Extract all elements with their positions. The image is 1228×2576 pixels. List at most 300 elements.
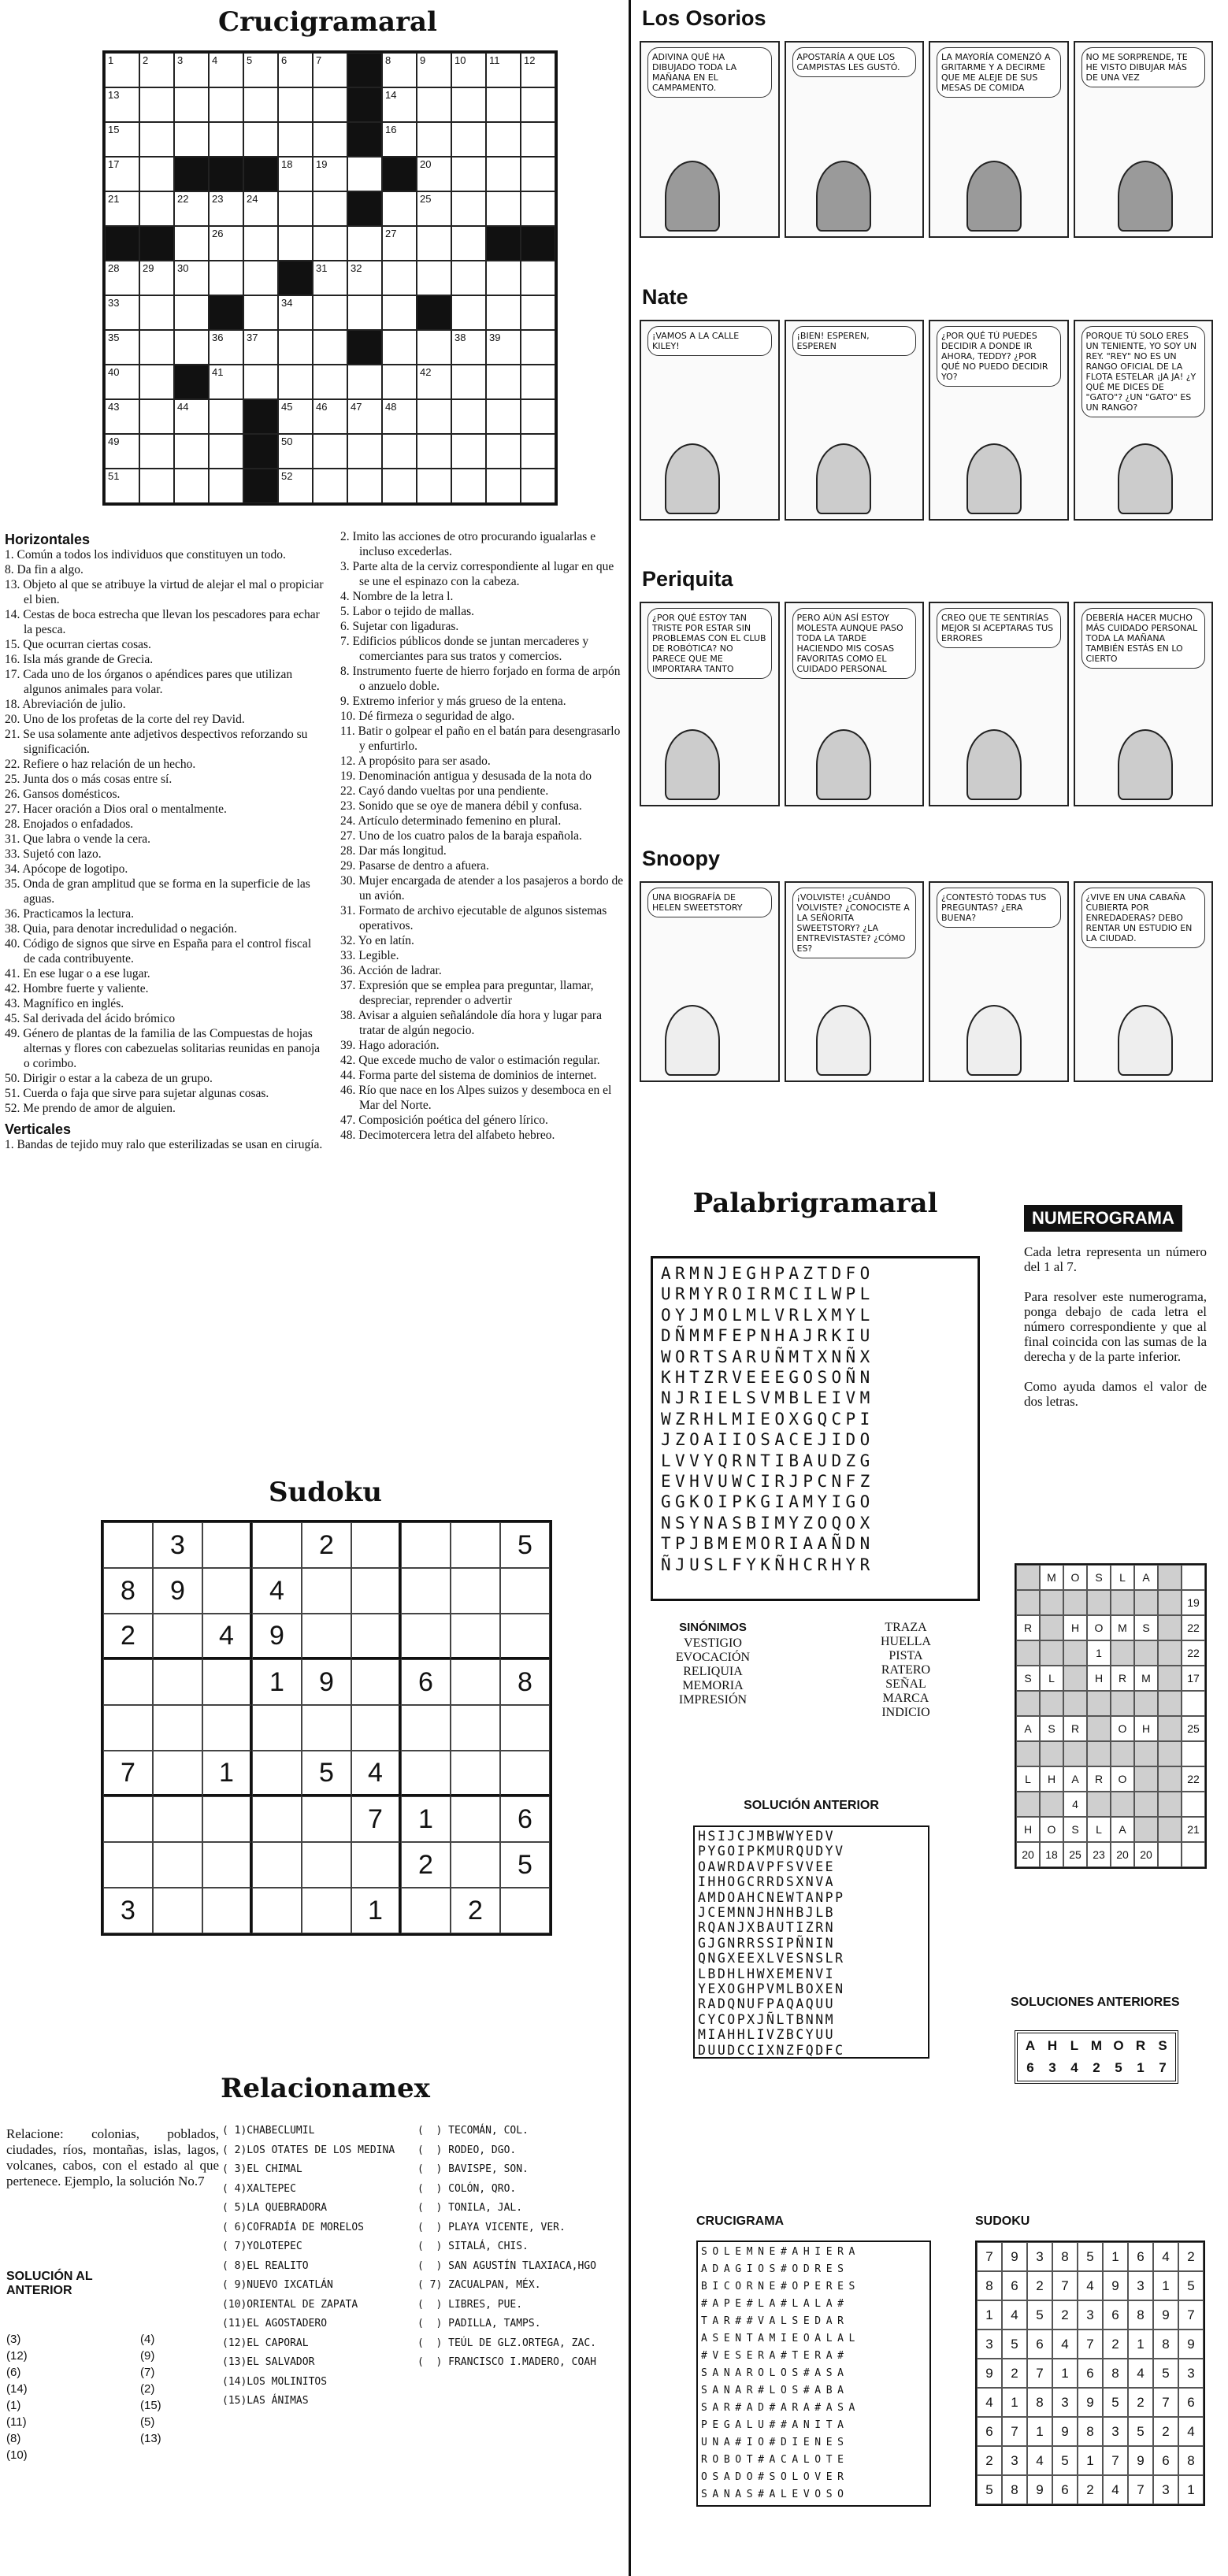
numerograma-cell[interactable]: H bbox=[1134, 1716, 1158, 1741]
crossword-cell[interactable] bbox=[382, 53, 417, 87]
numerograma-cell[interactable]: M bbox=[1111, 1615, 1134, 1640]
numerograma-cell[interactable]: O bbox=[1040, 1817, 1063, 1842]
sudoku-cell[interactable]: 2 bbox=[451, 1888, 500, 1933]
crossword-cell[interactable] bbox=[451, 191, 486, 226]
crossword-cell[interactable] bbox=[174, 261, 209, 295]
sudoku-cell[interactable] bbox=[500, 1888, 550, 1933]
crossword-cell[interactable] bbox=[382, 122, 417, 157]
sudoku-grid[interactable] bbox=[101, 1520, 552, 1936]
sudoku-cell[interactable] bbox=[401, 1705, 451, 1751]
sudoku-cell[interactable] bbox=[103, 1705, 153, 1751]
crossword-cell[interactable] bbox=[451, 399, 486, 434]
crossword-cell[interactable] bbox=[417, 226, 451, 261]
state-item[interactable]: ( ) SITALÁ, CHIS. bbox=[417, 2241, 529, 2252]
crossword-cell[interactable] bbox=[105, 434, 139, 469]
crossword-cell[interactable] bbox=[382, 295, 417, 330]
crossword-cell[interactable] bbox=[521, 295, 555, 330]
numerograma-cell[interactable]: M bbox=[1040, 1565, 1063, 1590]
crossword-cell[interactable] bbox=[451, 87, 486, 122]
sudoku-cell[interactable] bbox=[153, 1751, 202, 1796]
crossword-cell[interactable] bbox=[313, 157, 347, 191]
crossword-cell[interactable] bbox=[139, 295, 174, 330]
crossword-cell[interactable] bbox=[243, 226, 278, 261]
crossword-cell[interactable] bbox=[313, 53, 347, 87]
crossword-cell[interactable] bbox=[139, 157, 174, 191]
crossword-cell[interactable] bbox=[139, 122, 174, 157]
crossword-cell[interactable] bbox=[174, 295, 209, 330]
crossword-cell[interactable] bbox=[174, 226, 209, 261]
crossword-cell[interactable] bbox=[174, 53, 209, 87]
sudoku-cell[interactable]: 1 bbox=[351, 1888, 401, 1933]
numerograma-grid[interactable] bbox=[1015, 1563, 1207, 1869]
crossword-cell[interactable] bbox=[486, 295, 521, 330]
sudoku-cell[interactable] bbox=[202, 1522, 252, 1568]
sudoku-cell[interactable] bbox=[153, 1614, 202, 1659]
crossword-cell[interactable] bbox=[174, 87, 209, 122]
numerograma-cell[interactable]: S bbox=[1063, 1817, 1087, 1842]
crossword-cell[interactable] bbox=[417, 261, 451, 295]
crossword-cell[interactable] bbox=[139, 399, 174, 434]
crossword-cell[interactable] bbox=[417, 330, 451, 365]
crossword-cell[interactable] bbox=[486, 399, 521, 434]
crossword-cell[interactable] bbox=[521, 434, 555, 469]
crossword-cell[interactable] bbox=[313, 399, 347, 434]
sudoku-cell[interactable] bbox=[153, 1705, 202, 1751]
crossword-cell[interactable] bbox=[382, 365, 417, 399]
cell-number: 52 bbox=[281, 470, 293, 482]
crossword-cell[interactable] bbox=[451, 469, 486, 503]
crossword-grid[interactable] bbox=[102, 50, 558, 506]
crossword-cell[interactable] bbox=[521, 365, 555, 399]
numerograma-cell[interactable]: 25 bbox=[1182, 1716, 1205, 1741]
numerograma-cell[interactable]: M bbox=[1134, 1666, 1158, 1691]
sudoku-cell[interactable] bbox=[351, 1522, 401, 1568]
numerograma-cell[interactable]: A bbox=[1111, 1817, 1134, 1842]
crossword-cell[interactable] bbox=[243, 365, 278, 399]
numerograma-cell[interactable]: O bbox=[1063, 1565, 1087, 1590]
numerograma-cell[interactable]: H bbox=[1016, 1817, 1040, 1842]
crossword-cell[interactable] bbox=[139, 191, 174, 226]
crossword-cell[interactable] bbox=[313, 261, 347, 295]
sudoku-cell[interactable]: 9 bbox=[302, 1659, 351, 1705]
sudoku-cell[interactable] bbox=[103, 1522, 153, 1568]
sudoku-cell[interactable]: 9 bbox=[153, 1568, 202, 1614]
crossword-cell[interactable] bbox=[209, 122, 243, 157]
sudoku-cell[interactable]: 8 bbox=[103, 1568, 153, 1614]
crossword-cell[interactable] bbox=[278, 122, 313, 157]
crossword-cell[interactable] bbox=[521, 53, 555, 87]
crossword-cell[interactable] bbox=[451, 53, 486, 87]
word-search-grid[interactable]: ARMNJEGHPAZTDFO URMYROIRMCILWPL OYJMOLMLVRLXMYL DÑMMFEPNHAJRKIU WORTSARUÑMTXNÑX KHTZRVEEEGOSOÑN NJRIELSVMBLEIVM WZRHLMIEOXGQCPI JZOAIIOSACEJIDO LVVYQRNTIBAUDZG EVHVUWCIRJPCNFZ GGKOIPKGIAMYIGO NSYNASBIMYZOQOX TPJBMEMORIAAÑDN ÑJUSLFYKÑHCRHYR bbox=[651, 1256, 980, 1601]
crossword-cell[interactable] bbox=[105, 330, 139, 365]
numerograma-cell[interactable]: S bbox=[1134, 1615, 1158, 1640]
crossword-cell[interactable] bbox=[451, 434, 486, 469]
state-item[interactable]: ( ) FRANCISCO I.MADERO, COAH bbox=[417, 2356, 596, 2368]
sudoku-cell[interactable] bbox=[401, 1888, 451, 1933]
sudoku-cell[interactable] bbox=[202, 1659, 252, 1705]
sudoku-cell[interactable] bbox=[202, 1796, 252, 1842]
crossword-cell[interactable] bbox=[278, 434, 313, 469]
state-item[interactable]: ( ) TEÚL DE GLZ.ORTEGA, ZAC. bbox=[417, 2337, 596, 2349]
crossword-cell[interactable] bbox=[209, 191, 243, 226]
sudoku-cell[interactable] bbox=[401, 1614, 451, 1659]
sudoku-cell[interactable]: 5 bbox=[500, 1522, 550, 1568]
crossword-cell[interactable] bbox=[347, 226, 382, 261]
crossword-cell[interactable] bbox=[417, 365, 451, 399]
crossword-cell[interactable] bbox=[521, 122, 555, 157]
sudoku-cell[interactable] bbox=[351, 1614, 401, 1659]
sudoku-cell[interactable]: 4 bbox=[351, 1751, 401, 1796]
sudoku-cell[interactable]: 6 bbox=[500, 1796, 550, 1842]
crossword-cell[interactable] bbox=[382, 434, 417, 469]
crossword-cell[interactable] bbox=[209, 365, 243, 399]
numerograma-cell[interactable]: L bbox=[1016, 1766, 1040, 1792]
sudoku-cell[interactable] bbox=[202, 1842, 252, 1888]
numerograma-cell[interactable]: S bbox=[1040, 1716, 1063, 1741]
numerograma-cell[interactable]: O bbox=[1087, 1615, 1111, 1640]
crossword-cell[interactable] bbox=[174, 330, 209, 365]
numerograma-cell[interactable]: 20 bbox=[1134, 1842, 1158, 1867]
crossword-cell[interactable] bbox=[139, 365, 174, 399]
crossword-cell[interactable] bbox=[451, 122, 486, 157]
crossword-cell[interactable] bbox=[417, 53, 451, 87]
crossword-cell[interactable] bbox=[105, 157, 139, 191]
numerograma-cell[interactable]: L bbox=[1087, 1817, 1111, 1842]
sudoku-cell[interactable]: 3 bbox=[153, 1522, 202, 1568]
sudoku-cell[interactable] bbox=[451, 1796, 500, 1842]
sudoku-cell[interactable] bbox=[103, 1659, 153, 1705]
crossword-cell[interactable] bbox=[105, 261, 139, 295]
crossword-cell[interactable] bbox=[313, 330, 347, 365]
numerograma-cell[interactable]: A bbox=[1134, 1565, 1158, 1590]
crossword-cell[interactable] bbox=[347, 295, 382, 330]
sudoku-cell[interactable] bbox=[451, 1705, 500, 1751]
numerograma-cell[interactable]: S bbox=[1087, 1565, 1111, 1590]
sudoku-cell[interactable] bbox=[351, 1842, 401, 1888]
sudoku-cell[interactable] bbox=[302, 1888, 351, 1933]
crossword-cell[interactable] bbox=[174, 122, 209, 157]
crossword-cell[interactable] bbox=[209, 330, 243, 365]
crossword-cell[interactable] bbox=[417, 122, 451, 157]
crossword-cell[interactable] bbox=[521, 191, 555, 226]
sudoku-cell[interactable] bbox=[500, 1568, 550, 1614]
state-item[interactable]: ( ) PLAYA VICENTE, VER. bbox=[417, 2221, 566, 2233]
crossword-cell[interactable] bbox=[486, 365, 521, 399]
crossword-cell[interactable] bbox=[139, 87, 174, 122]
sudoku-cell[interactable] bbox=[202, 1888, 252, 1933]
crossword-cell[interactable] bbox=[313, 87, 347, 122]
numerograma-cell[interactable]: 20 bbox=[1016, 1842, 1040, 1867]
sudoku-cell[interactable] bbox=[302, 1705, 351, 1751]
crossword-cell[interactable] bbox=[486, 261, 521, 295]
crossword-cell[interactable] bbox=[382, 399, 417, 434]
numerograma-cell[interactable]: 20 bbox=[1111, 1842, 1134, 1867]
numerograma-cell[interactable]: 22 bbox=[1182, 1640, 1205, 1666]
numerograma-cell[interactable]: 22 bbox=[1182, 1615, 1205, 1640]
numerograma-cell[interactable]: O bbox=[1111, 1766, 1134, 1792]
numerograma-cell[interactable]: 23 bbox=[1087, 1842, 1111, 1867]
crossword-cell[interactable] bbox=[209, 434, 243, 469]
crossword-cell[interactable] bbox=[521, 87, 555, 122]
sudoku-cell[interactable]: 2 bbox=[302, 1522, 351, 1568]
numerograma-cell[interactable]: S bbox=[1016, 1666, 1040, 1691]
crossword-cell[interactable] bbox=[521, 157, 555, 191]
crossword-cell[interactable] bbox=[417, 87, 451, 122]
numerograma-cell[interactable] bbox=[1182, 1691, 1205, 1716]
sudoku-cell[interactable] bbox=[252, 1705, 302, 1751]
numerograma-cell[interactable]: R bbox=[1111, 1666, 1134, 1691]
crossword-cell[interactable] bbox=[243, 53, 278, 87]
crossword-cell[interactable] bbox=[313, 122, 347, 157]
crossword-cell[interactable] bbox=[174, 434, 209, 469]
crossword-cell[interactable] bbox=[521, 469, 555, 503]
numerograma-cell[interactable]: O bbox=[1111, 1716, 1134, 1741]
sudoku-cell[interactable] bbox=[451, 1842, 500, 1888]
numerograma-cell[interactable]: 4 bbox=[1063, 1792, 1087, 1817]
crossword-cell[interactable] bbox=[105, 365, 139, 399]
sudoku-cell[interactable] bbox=[401, 1751, 451, 1796]
crossword-cell[interactable] bbox=[347, 261, 382, 295]
crossword-cell[interactable] bbox=[278, 87, 313, 122]
crossword-cell[interactable] bbox=[451, 157, 486, 191]
crossword-cell[interactable] bbox=[451, 330, 486, 365]
synonym-word: MARCA bbox=[882, 1692, 929, 1705]
crossword-cell[interactable] bbox=[382, 261, 417, 295]
crossword-cell[interactable] bbox=[486, 53, 521, 87]
crossword-cell[interactable] bbox=[139, 53, 174, 87]
crossword-cell[interactable] bbox=[105, 399, 139, 434]
crossword-cell[interactable] bbox=[209, 226, 243, 261]
crossword-cell[interactable] bbox=[313, 226, 347, 261]
sudoku-cell[interactable] bbox=[153, 1888, 202, 1933]
crossword-cell[interactable] bbox=[521, 399, 555, 434]
numerograma-cell[interactable]: L bbox=[1040, 1666, 1063, 1691]
crossword-cell[interactable] bbox=[139, 261, 174, 295]
crossword-cell[interactable] bbox=[278, 295, 313, 330]
numerograma-cell[interactable]: 21 bbox=[1182, 1817, 1205, 1842]
crossword-cell[interactable] bbox=[278, 53, 313, 87]
crossword-cell[interactable] bbox=[278, 469, 313, 503]
crossword-cell[interactable] bbox=[451, 226, 486, 261]
crossword-cell[interactable] bbox=[521, 261, 555, 295]
sudoku-cell[interactable] bbox=[451, 1659, 500, 1705]
numerograma-cell[interactable] bbox=[1182, 1565, 1205, 1590]
state-item[interactable]: ( ) TONILA, JAL. bbox=[417, 2202, 523, 2214]
crossword-cell[interactable] bbox=[278, 191, 313, 226]
crossword-cell[interactable] bbox=[313, 434, 347, 469]
crossword-cell[interactable] bbox=[209, 261, 243, 295]
numerograma-cell[interactable]: R bbox=[1016, 1615, 1040, 1640]
crossword-cell[interactable] bbox=[243, 261, 278, 295]
crossword-cell[interactable] bbox=[313, 365, 347, 399]
crossword-cell[interactable] bbox=[209, 399, 243, 434]
numerograma-cell[interactable]: R bbox=[1087, 1766, 1111, 1792]
state-item[interactable]: ( ) LIBRES, PUE. bbox=[417, 2298, 523, 2311]
sudoku-cell[interactable] bbox=[252, 1888, 302, 1933]
sudoku-cell[interactable] bbox=[153, 1659, 202, 1705]
sudoku-cell[interactable] bbox=[252, 1751, 302, 1796]
crossword-cell[interactable] bbox=[347, 399, 382, 434]
numerograma-cell[interactable]: A bbox=[1016, 1716, 1040, 1741]
crossword-cell[interactable] bbox=[347, 469, 382, 503]
sudoku-cell[interactable] bbox=[252, 1796, 302, 1842]
crossword-cell[interactable] bbox=[417, 399, 451, 434]
crossword-cell[interactable] bbox=[139, 469, 174, 503]
state-item[interactable]: ( ) COLÓN, QRO. bbox=[417, 2182, 517, 2195]
crossword-cell[interactable] bbox=[382, 469, 417, 503]
crossword-cell[interactable] bbox=[451, 365, 486, 399]
crossword-cell[interactable] bbox=[278, 330, 313, 365]
sudoku-cell[interactable] bbox=[351, 1705, 401, 1751]
sudoku-cell[interactable]: 6 bbox=[401, 1659, 451, 1705]
sudoku-cell[interactable]: 9 bbox=[252, 1614, 302, 1659]
crossword-cell[interactable] bbox=[347, 157, 382, 191]
crossword-cell[interactable] bbox=[209, 469, 243, 503]
numerograma-cell[interactable] bbox=[1182, 1792, 1205, 1817]
sudoku-cell[interactable] bbox=[451, 1614, 500, 1659]
state-item[interactable]: ( ) PADILLA, TAMPS. bbox=[417, 2318, 541, 2330]
sudoku-cell[interactable]: 1 bbox=[252, 1659, 302, 1705]
crossword-cell[interactable] bbox=[105, 295, 139, 330]
numerograma-cell[interactable] bbox=[1182, 1842, 1205, 1867]
crossword-cell[interactable] bbox=[451, 261, 486, 295]
sudoku-cell[interactable] bbox=[153, 1796, 202, 1842]
sudoku-cell[interactable]: 1 bbox=[202, 1751, 252, 1796]
state-item[interactable]: ( ) BAVISPE, SON. bbox=[417, 2163, 529, 2175]
sudoku-cell[interactable] bbox=[302, 1796, 351, 1842]
crossword-cell[interactable] bbox=[209, 53, 243, 87]
state-item[interactable]: ( ) SAN AGUSTÍN TLAXIACA,HGO bbox=[417, 2259, 596, 2272]
sudoku-cell[interactable] bbox=[351, 1568, 401, 1614]
crossword-cell[interactable] bbox=[209, 87, 243, 122]
sudoku-cell[interactable] bbox=[103, 1842, 153, 1888]
crossword-cell[interactable] bbox=[105, 87, 139, 122]
sudoku-cell[interactable] bbox=[302, 1568, 351, 1614]
numerograma-cell[interactable]: L bbox=[1111, 1565, 1134, 1590]
numerograma-cell[interactable]: 22 bbox=[1182, 1766, 1205, 1792]
numerograma-cell[interactable]: A bbox=[1063, 1766, 1087, 1792]
sudoku-cell[interactable]: 3 bbox=[103, 1888, 153, 1933]
sudoku-cell[interactable]: 7 bbox=[103, 1751, 153, 1796]
crossword-cell[interactable] bbox=[278, 365, 313, 399]
sudoku-cell[interactable]: 2 bbox=[103, 1614, 153, 1659]
sudoku-cell[interactable] bbox=[202, 1568, 252, 1614]
crossword-cell[interactable] bbox=[313, 191, 347, 226]
sudoku-cell[interactable] bbox=[252, 1842, 302, 1888]
crossword-cell[interactable] bbox=[521, 330, 555, 365]
sudoku-cell[interactable]: 2 bbox=[401, 1842, 451, 1888]
numerograma-cell[interactable]: R bbox=[1063, 1716, 1087, 1741]
crossword-cell[interactable] bbox=[382, 191, 417, 226]
numerograma-cell[interactable]: H bbox=[1087, 1666, 1111, 1691]
numerograma-cell[interactable]: 17 bbox=[1182, 1666, 1205, 1691]
sudoku-cell[interactable] bbox=[500, 1614, 550, 1659]
crossword-cell[interactable] bbox=[174, 469, 209, 503]
sudoku-cell[interactable] bbox=[451, 1522, 500, 1568]
crossword-cell[interactable] bbox=[313, 469, 347, 503]
crossword-cell[interactable] bbox=[417, 469, 451, 503]
crossword-cell[interactable] bbox=[139, 434, 174, 469]
crossword-cell[interactable] bbox=[486, 87, 521, 122]
sudoku-cell[interactable] bbox=[401, 1568, 451, 1614]
sudoku-cell[interactable] bbox=[252, 1522, 302, 1568]
crossword-cell[interactable] bbox=[278, 157, 313, 191]
sudoku-cell[interactable] bbox=[202, 1705, 252, 1751]
crossword-cell[interactable] bbox=[486, 330, 521, 365]
sudoku-cell[interactable] bbox=[451, 1751, 500, 1796]
crossword-cell[interactable] bbox=[486, 469, 521, 503]
crossword-cell[interactable] bbox=[243, 122, 278, 157]
crossword-cell[interactable] bbox=[243, 191, 278, 226]
crossword-cell[interactable] bbox=[347, 434, 382, 469]
crossword-cell[interactable] bbox=[243, 330, 278, 365]
state-item[interactable]: ( ) TECOMÁN, COL. bbox=[417, 2125, 529, 2137]
sudoku-cell[interactable] bbox=[153, 1842, 202, 1888]
sudoku-cell[interactable] bbox=[302, 1842, 351, 1888]
sudoku-cell[interactable]: 4 bbox=[202, 1614, 252, 1659]
crossword-cell[interactable] bbox=[105, 122, 139, 157]
sudoku-cell[interactable] bbox=[103, 1796, 153, 1842]
crossword-cell[interactable] bbox=[486, 191, 521, 226]
crossword-cell[interactable] bbox=[486, 122, 521, 157]
numerograma-cell[interactable]: 18 bbox=[1040, 1842, 1063, 1867]
numerograma-cell[interactable]: H bbox=[1040, 1766, 1063, 1792]
numerograma-cell[interactable]: 25 bbox=[1063, 1842, 1087, 1867]
sudoku-cell[interactable] bbox=[351, 1659, 401, 1705]
state-item[interactable]: ( 7) ZACUALPAN, MÉX. bbox=[417, 2279, 541, 2291]
crossword-cell[interactable] bbox=[382, 330, 417, 365]
crossword-cell[interactable] bbox=[243, 87, 278, 122]
crossword-cell[interactable] bbox=[105, 53, 139, 87]
sudoku-cell[interactable] bbox=[302, 1614, 351, 1659]
crossword-cell[interactable] bbox=[139, 330, 174, 365]
sudoku-cell[interactable]: 8 bbox=[500, 1659, 550, 1705]
sudoku-cell[interactable] bbox=[401, 1522, 451, 1568]
sudoku-cell[interactable]: 4 bbox=[252, 1568, 302, 1614]
sudoku-cell[interactable] bbox=[500, 1705, 550, 1751]
crossword-cell[interactable] bbox=[278, 399, 313, 434]
sudoku-cell[interactable]: 5 bbox=[302, 1751, 351, 1796]
crossword-cell[interactable] bbox=[174, 399, 209, 434]
sudoku-cell[interactable]: 1 bbox=[401, 1796, 451, 1842]
numerograma-cell[interactable]: 1 bbox=[1087, 1640, 1111, 1666]
crossword-cell[interactable] bbox=[313, 295, 347, 330]
numerograma-cell[interactable] bbox=[1182, 1741, 1205, 1766]
sudoku-cell[interactable] bbox=[500, 1751, 550, 1796]
crossword-cell[interactable] bbox=[278, 226, 313, 261]
crossword-cell[interactable] bbox=[486, 157, 521, 191]
crossword-cell[interactable] bbox=[347, 365, 382, 399]
sudoku-cell[interactable]: 7 bbox=[351, 1796, 401, 1842]
crossword-cell[interactable] bbox=[243, 295, 278, 330]
crossword-cell[interactable] bbox=[451, 295, 486, 330]
crossword-cell[interactable] bbox=[382, 87, 417, 122]
state-item[interactable]: ( ) RODEO, DGO. bbox=[417, 2144, 517, 2156]
crossword-cell[interactable] bbox=[382, 226, 417, 261]
sudoku-cell[interactable]: 5 bbox=[500, 1842, 550, 1888]
numerograma-cell[interactable]: 19 bbox=[1182, 1590, 1205, 1615]
crossword-cell[interactable] bbox=[417, 157, 451, 191]
crossword-cell[interactable] bbox=[174, 191, 209, 226]
crossword-cell[interactable] bbox=[105, 191, 139, 226]
crossword-cell[interactable] bbox=[417, 191, 451, 226]
sudoku-cell[interactable] bbox=[451, 1568, 500, 1614]
numerograma-cell[interactable]: H bbox=[1063, 1615, 1087, 1640]
crossword-cell[interactable] bbox=[105, 469, 139, 503]
crossword-cell[interactable] bbox=[486, 434, 521, 469]
crossword-cell[interactable] bbox=[417, 434, 451, 469]
numerograma-cell[interactable] bbox=[1158, 1842, 1182, 1867]
